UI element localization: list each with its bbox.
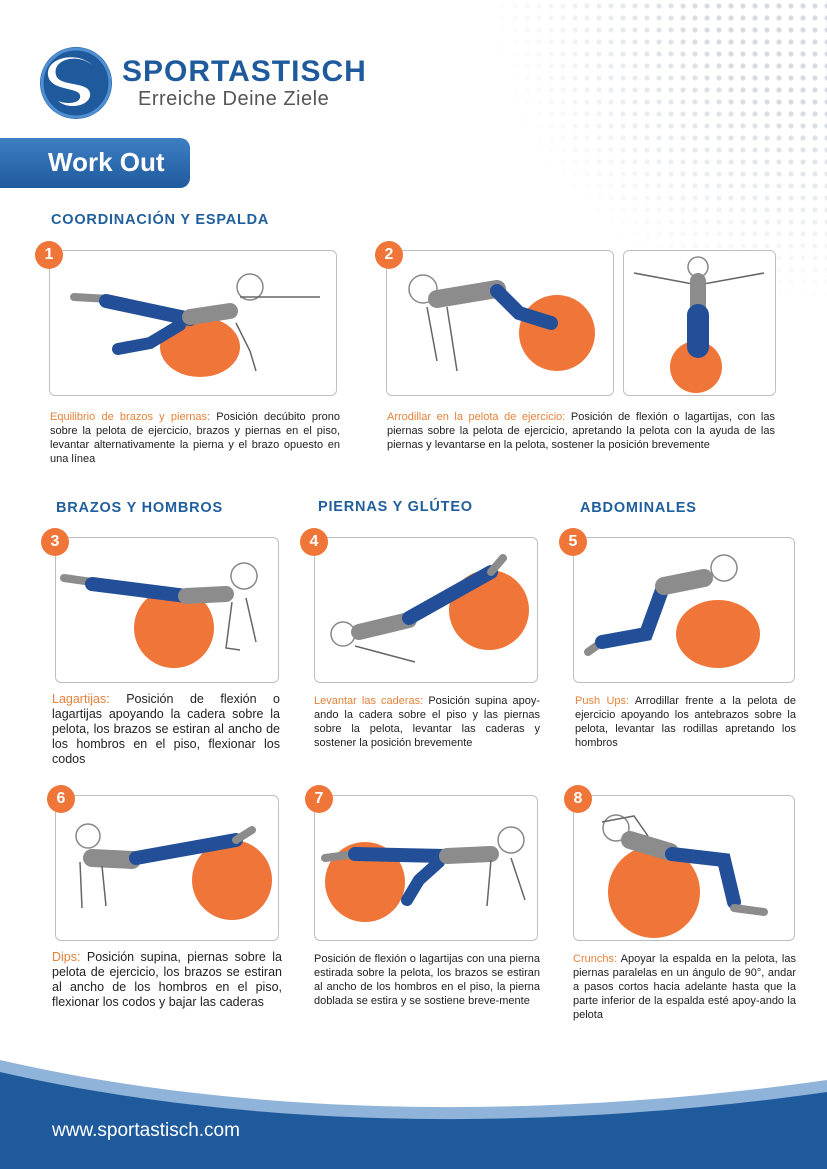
exercise-5-figure (574, 538, 793, 681)
exercise-3-text: Posición de flexión o lagartijas apoyando la cadera sobre la pelota, los brazos se estiran al ancho de los hombros en el piso, flexionar los codos (52, 692, 280, 766)
exercise-7-description (314, 952, 540, 1008)
exercise-1-figure (50, 251, 335, 394)
exercise-1-title: Equilibrio de brazos y piernas: (50, 411, 211, 423)
exercise-6-illustration (55, 795, 279, 941)
section-heading-arms: BRAZOS Y HOMBROS (56, 500, 223, 516)
step-number-7: 7 (305, 785, 333, 813)
step-number-4: 4 (300, 528, 328, 556)
exercise-4-text: Posición supina apoy-ando la cadera sobre el piso y las piernas sobre la pelota, levantar las caderas y sostener la posición brevemente (314, 695, 540, 749)
sportastisch-logo-icon (38, 45, 114, 121)
step-number-8: 8 (564, 785, 592, 813)
step-number-2: 2 (375, 241, 403, 269)
exercise-6-text: Posición supina, piernas sobre la pelota de ejercicio, los brazos se estiran al ancho de los hombros en el piso, flexionar los codos y bajar las caderas (52, 950, 282, 1009)
exercise-3-figure (56, 538, 277, 681)
exercise-1-illustration (49, 250, 337, 396)
step-number-3: 3 (41, 528, 69, 556)
step-number-1: 1 (35, 241, 63, 269)
exercise-1-description (50, 410, 340, 466)
exercise-4-title: Levantar las caderas: (314, 695, 424, 707)
exercise-7-illustration (314, 795, 538, 941)
exercise-5-description (575, 694, 796, 750)
step-number-6: 6 (47, 785, 75, 813)
exercise-2b-figure (624, 251, 774, 394)
footer-wave (0, 1060, 827, 1169)
exercise-1-text: Posición decúbito prono sobre la pelota de ejercicio, brazos y piernas en el piso, levantar alternativamente la pierna y el brazo opuesto en una línea (50, 411, 341, 465)
exercise-6-title: Dips: (52, 950, 81, 964)
exercise-2-description (387, 410, 775, 452)
section-heading-coordination: COORDINACIÓN Y ESPALDA (51, 212, 270, 228)
exercise-8-text: Apoyar la espalda en la pelota, las piernas paralelas en un ángulo de 90°, andar a pasos cortos hacia adelante hasta que la parte inferior de la espalda esté apoy-ando la pelota (573, 953, 796, 1021)
exercise-6-figure (56, 796, 277, 939)
exercise-4-figure (315, 538, 536, 681)
exercise-5-title: Push Ups: (575, 695, 630, 707)
footer-url-link[interactable]: www.sportastisch.com (52, 1120, 240, 1141)
exercise-3-title: Lagartijas: (52, 692, 110, 706)
exercise-4-description (314, 694, 540, 750)
exercise-4-illustration (314, 537, 538, 683)
step-number-5: 5 (559, 528, 587, 556)
exercise-2a-illustration (386, 250, 614, 396)
section-heading-legs: PIERNAS Y GLÚTEO (318, 499, 473, 515)
exercise-2b-illustration (623, 250, 776, 396)
exercise-8-illustration (573, 795, 795, 941)
exercise-8-description (573, 952, 796, 1022)
workout-banner-label: Work Out (48, 147, 165, 177)
exercise-7-figure (315, 796, 536, 939)
exercise-2-title: Arrodillar en la pelota de ejercicio: (387, 411, 566, 423)
exercise-3-description (52, 692, 280, 767)
exercise-8-figure (574, 796, 793, 939)
exercise-8-title: Crunchs: (573, 953, 618, 965)
section-heading-abs: ABDOMINALES (580, 500, 697, 516)
exercise-2a-figure (387, 251, 612, 394)
brand-tagline: Erreiche Deine Ziele (138, 88, 330, 110)
exercise-5-illustration (573, 537, 795, 683)
exercise-5-text: Arrodillar frente a la pelota de ejercicio apoyando los antebrazos sobre la pelota, levantar las rodillas apretando los hombros (575, 695, 796, 749)
exercise-6-description (52, 950, 282, 1010)
exercise-7-text: Posición de flexión o lagartijas con una pierna estirada sobre la pelota, los brazos se estiran al ancho de los hombros en el piso, la pierna doblada se estira y se sostiene breve-mente (314, 953, 540, 1007)
workout-banner (0, 138, 190, 188)
brand-name: SPORTASTISCH (122, 55, 367, 88)
exercise-2-text: Posición de flexión o lagartijas, con las piernas sobre la pelota de ejercicio, apretando la pelota con la ayuda de las piernas y levantarse en la pelota, sostener la posición brevemente (387, 411, 775, 451)
exercise-3-illustration (55, 537, 279, 683)
